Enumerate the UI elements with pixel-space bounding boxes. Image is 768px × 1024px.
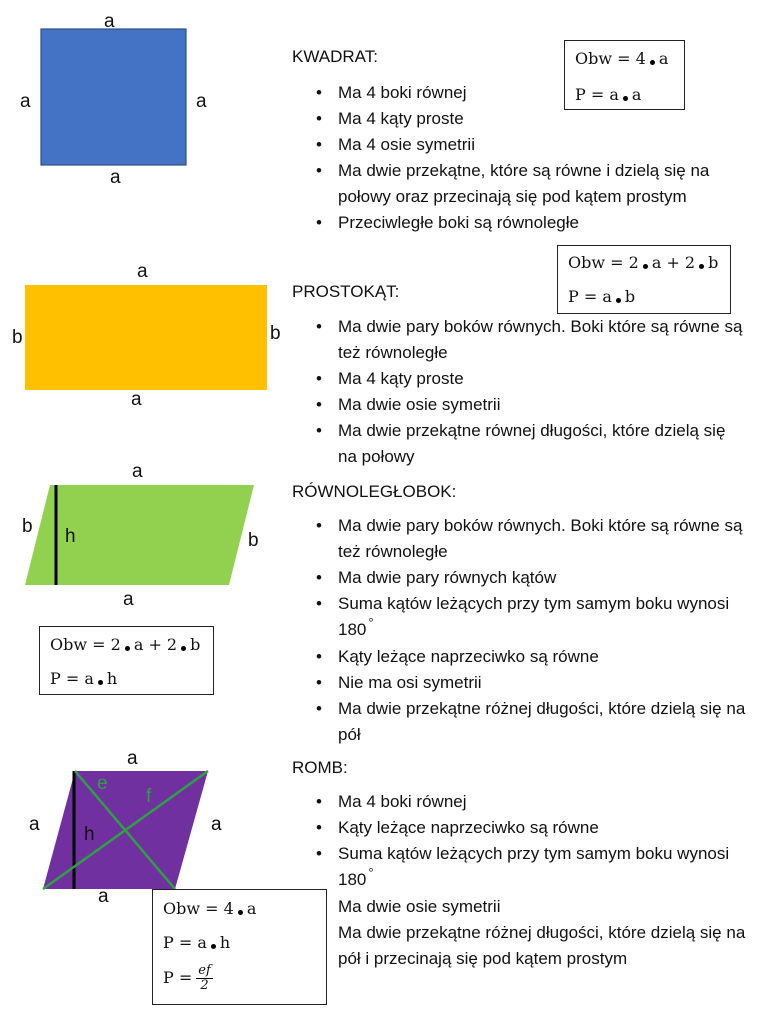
rectangle-label-top: a	[137, 261, 148, 282]
parallelogram-properties	[316, 513, 746, 748]
parallelogram-shape	[25, 485, 254, 585]
list-item: • Ma 4 boki równej	[316, 789, 746, 815]
square-label-right: a	[196, 91, 207, 112]
rectangle-label-bottom: a	[131, 389, 142, 410]
rhombus-label-right: a	[211, 814, 222, 835]
multiply-dot-icon	[238, 910, 243, 915]
list-item: Ma dwie osie symetrii	[338, 897, 501, 916]
list-item: • Ma dwie pary równych kątów	[316, 565, 746, 591]
multiply-dot-icon	[623, 96, 628, 101]
list-item: • Ma 4 osie symetrii	[316, 132, 746, 158]
rectangle-perimeter-formula: Obw = 2 a + 2 b	[568, 253, 719, 272]
rhombus-label-bottom: a	[98, 886, 109, 907]
parallelogram-area-formula: P = a h	[50, 669, 118, 688]
square-shape	[41, 29, 186, 165]
list-item: • Kąty leżące naprzeciwko są równe	[316, 644, 746, 670]
list-item: • Ma dwie pary boków równych. Boki które są równe są też równoległe	[316, 513, 746, 565]
list-item: • Suma kątów leżących przy tym samym boku wynosi 180 °	[316, 591, 746, 644]
list-item: • Ma dwie przekątne równej długości, które dzielą się na połowy	[316, 418, 746, 470]
square-title: KWADRAT:	[292, 47, 378, 66]
list-item: • Ma dwie przekątne, które są równe i dzielą się na połowy oraz przecinają się pod kątem prostym	[316, 158, 746, 210]
list-item: • Kąty leżące naprzeciwko są równe	[316, 815, 746, 841]
square-area-formula: P = a a	[575, 85, 642, 104]
parallelogram-label-bottom: a	[123, 589, 134, 610]
list-item: • Suma kątów leżących przy tym samym boku wynosi 180 °	[316, 841, 746, 894]
rhombus-area-formula: P = a h	[163, 933, 231, 952]
rectangle-label-left: b	[12, 327, 23, 348]
multiply-dot-icon	[211, 944, 216, 949]
list-item: • Ma dwie przekątne różnej długości, które dzielą się na pół	[316, 696, 746, 748]
multiply-dot-icon	[699, 264, 704, 269]
list-item: • Ma 4 kąty proste	[316, 366, 746, 392]
list-item: • Ma 4 boki równej	[316, 80, 746, 106]
rhombus-label-diag-f: f	[146, 786, 152, 807]
rectangle-label-right: b	[270, 323, 281, 344]
degree-icon: °	[368, 865, 374, 880]
rhombus-perimeter-formula: Obw = 4 a	[163, 899, 257, 918]
square-label-top: a	[104, 11, 115, 32]
multiply-dot-icon	[181, 646, 186, 651]
rectangle-area-formula: P = a b	[568, 287, 636, 306]
square-formula-box	[564, 40, 685, 110]
parallelogram-label-right: b	[248, 530, 259, 551]
multiply-dot-icon	[643, 264, 648, 269]
multiply-dot-icon	[125, 646, 130, 651]
list-item: • Nie ma osi symetrii	[316, 670, 746, 696]
multiply-dot-icon	[98, 680, 103, 685]
parallelogram-title: RÓWNOLEGŁOBOK:	[292, 482, 457, 501]
multiply-dot-icon	[650, 60, 655, 65]
parallelogram-label-top: a	[132, 461, 143, 482]
degree-icon: °	[368, 615, 374, 630]
rectangle-shape	[25, 285, 267, 390]
list-item: • Ma dwie osie symetrii	[316, 392, 746, 418]
rectangle-properties	[316, 314, 746, 470]
rhombus-title: ROMB:	[292, 758, 348, 777]
square-label-left: a	[20, 91, 31, 112]
rhombus-properties	[316, 789, 746, 972]
parallelogram-perimeter-formula: Obw = 2 a + 2 b	[50, 635, 201, 654]
parallelogram-formula-box	[39, 626, 214, 695]
square-perimeter-formula: Obw = 4 a	[575, 49, 669, 68]
rhombus-formula-box	[152, 889, 327, 1005]
rhombus-label-left: a	[29, 814, 40, 835]
rhombus-label-top: a	[127, 748, 138, 769]
rhombus-area-diagonal-formula: P = $\frac{ef}{2}$	[163, 963, 211, 993]
rhombus-label-height: h	[84, 824, 95, 845]
list-item: Ma dwie przekątne różnej długości, które dzielą się na pół i przecinają się pod kątem prostym	[338, 923, 746, 968]
list-item: • Ma 4 kąty proste	[316, 106, 746, 132]
rectangle-formula-box	[557, 245, 731, 314]
list-item: • Przeciwległe boki są równoległe	[316, 210, 746, 236]
parallelogram-label-left: b	[22, 516, 33, 537]
fraction: $\frac{ef}{2}$	[198, 963, 211, 993]
rhombus-label-diag-e: e	[97, 773, 108, 794]
parallelogram-label-height: h	[65, 526, 76, 547]
multiply-dot-icon	[616, 298, 621, 303]
square-label-bottom: a	[110, 167, 121, 188]
list-item: • Ma dwie pary boków równych. Boki które są równe są też równoległe	[316, 314, 746, 366]
rectangle-title: PROSTOKĄT:	[292, 282, 400, 301]
